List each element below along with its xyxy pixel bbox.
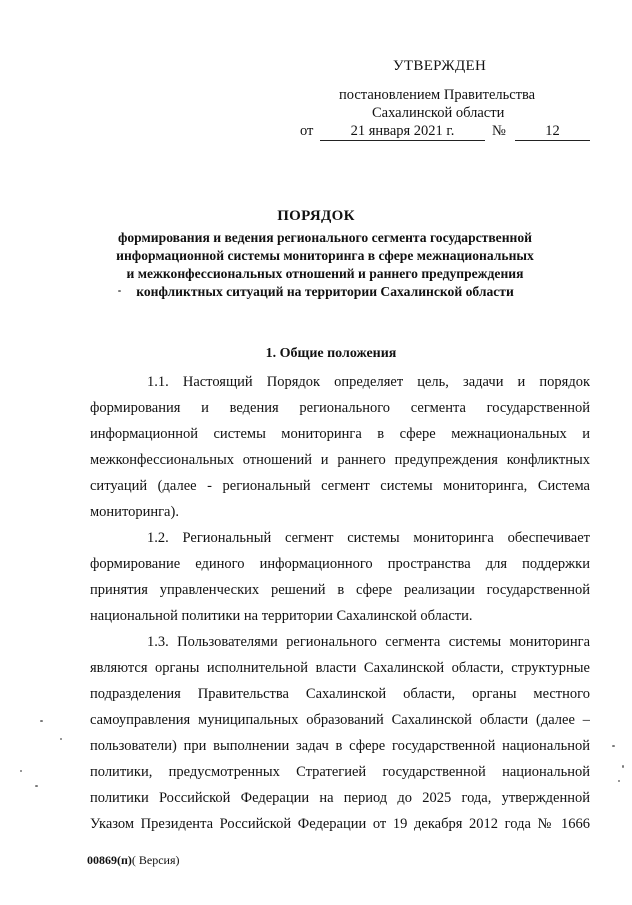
text-line: мониторинга). xyxy=(90,504,179,520)
document-code-number: 00869(п) xyxy=(87,853,132,867)
text-line: являются органы исполнительной власти Сахалинской области, структурные xyxy=(90,660,590,676)
text-line: политики, предусмотренных Стратегией государственной национальной xyxy=(90,764,590,780)
approved-stamp-label: УТВЕРЖДЕН xyxy=(393,58,487,74)
decree-label: постановлением Правительства xyxy=(339,87,536,103)
text-line: национальной политики на территории Сахалинской области. xyxy=(90,608,473,624)
text-line: принятия управленческих решений в сфере реализации государственной xyxy=(90,582,590,598)
text-line: информационной системы мониторинга в сфере межнациональных и xyxy=(90,426,590,442)
document-subtitle xyxy=(60,229,590,301)
text-line: пользователи) при выполнении задач в сфере государственной национальной xyxy=(90,738,590,754)
subtitle-line: формирования и ведения регионального сегмента государственной xyxy=(117,230,533,245)
text-line: 1.1. Настоящий Порядок определяет цель, задачи и порядок xyxy=(147,374,590,390)
subtitle-line: конфликтных ситуаций на территории Сахалинской области xyxy=(136,284,514,299)
subtitle-line: и межконфессиональных отношений и раннего предупреждения xyxy=(126,266,524,281)
section-heading: 1. Общие положения xyxy=(265,346,397,361)
subtitle-line: информационной системы мониторинга в сфере межнациональных xyxy=(116,248,534,263)
text-line: межконфессиональных отношений и раннего предупреждения конфликтных xyxy=(90,452,590,468)
text-line: 1.2. Региональный сегмент системы мониторинга обеспечивает xyxy=(147,530,590,546)
region-label: Сахалинской области xyxy=(372,105,505,121)
text-line: 1.3. Пользователями регионального сегмента системы мониторинга xyxy=(147,634,590,650)
decree-date: 21 января 2021 г. xyxy=(320,123,485,141)
text-line: политики Российской Федерации на период до 2025 года, утвержденной xyxy=(90,790,590,806)
text-line: подразделения Правительства Сахалинской области, органы местного xyxy=(90,686,590,702)
text-line: формирование единого информационного пространства для поддержки xyxy=(90,556,590,572)
text-line: ситуаций (далее - региональный сегмент системы мониторинга, Система xyxy=(90,478,590,494)
text-line: Указом Президента Российской Федерации от 19 декабря 2012 года № 1666 xyxy=(90,816,590,832)
document-code xyxy=(87,853,180,868)
text-line: формирования и ведения регионального сегмента государственной xyxy=(90,400,590,416)
number-label: № xyxy=(492,123,506,139)
decree-number: 12 xyxy=(515,123,590,141)
document-title: ПОРЯДОК xyxy=(277,208,355,224)
text-line: самоуправления муниципальных образований Сахалинской области (далее – xyxy=(90,712,590,728)
document-version: ( Версия) xyxy=(131,853,180,867)
from-label: от xyxy=(300,123,314,139)
